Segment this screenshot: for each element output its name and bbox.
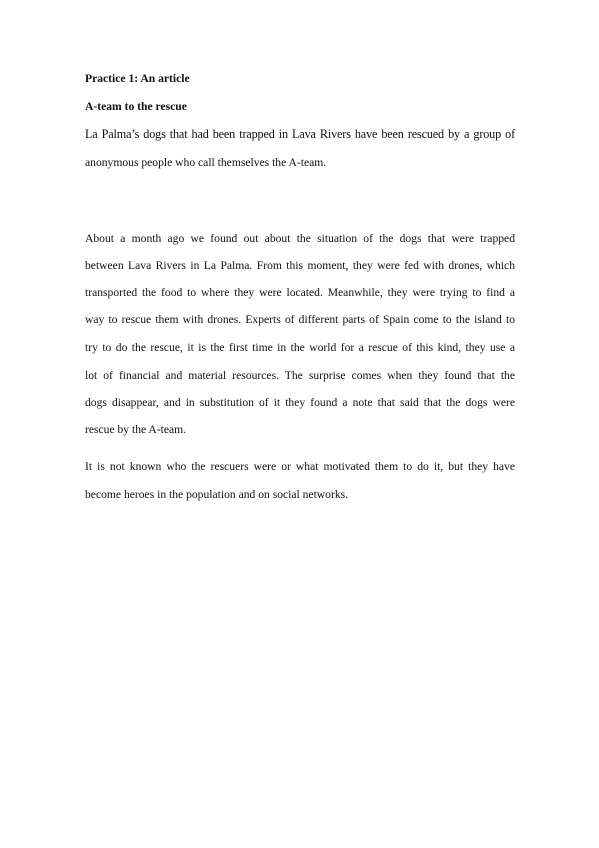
paragraph-1-line-2: between Lava Rivers in La Palma. From this moment, they were fed with drones, which <box>85 259 515 272</box>
paragraph-2-line-1: It is not known who the rescuers were or what motivated them to do it, but they have <box>85 460 515 473</box>
paragraph-1-line-7: dogs disappear, and in substitution of it they found a note that said that the dogs were <box>85 396 515 409</box>
article-subtitle-line-2: anonymous people who call themselves the A-team. <box>85 156 327 169</box>
paragraph-1-line-1: About a month ago we found out about the situation of the dogs that were trapped <box>85 232 515 245</box>
article-title: A-team to the rescue <box>85 100 187 113</box>
paragraph-2-line-2: become heroes in the population and on social networks. <box>85 488 349 501</box>
paragraph-1-line-5: try to do the rescue, it is the first time in the world for a rescue of this kind, they use a <box>85 341 515 354</box>
paragraph-1-line-3: transported the food to where they were located. Meanwhile, they were trying to find a <box>85 286 515 299</box>
paragraph-1-line-8: rescue by the A-team. <box>85 423 187 436</box>
paragraph-1-line-4: way to rescue them with drones. Experts of different parts of Spain come to the island to <box>85 313 515 326</box>
paragraph-1-line-6: lot of financial and material resources. The surprise comes when they found that the <box>85 369 515 382</box>
article-subtitle-line-1: La Palma’s dogs that had been trapped in Lava Rivers have been rescued by a group of <box>85 127 515 141</box>
document-heading: Practice 1: An article <box>85 72 190 85</box>
